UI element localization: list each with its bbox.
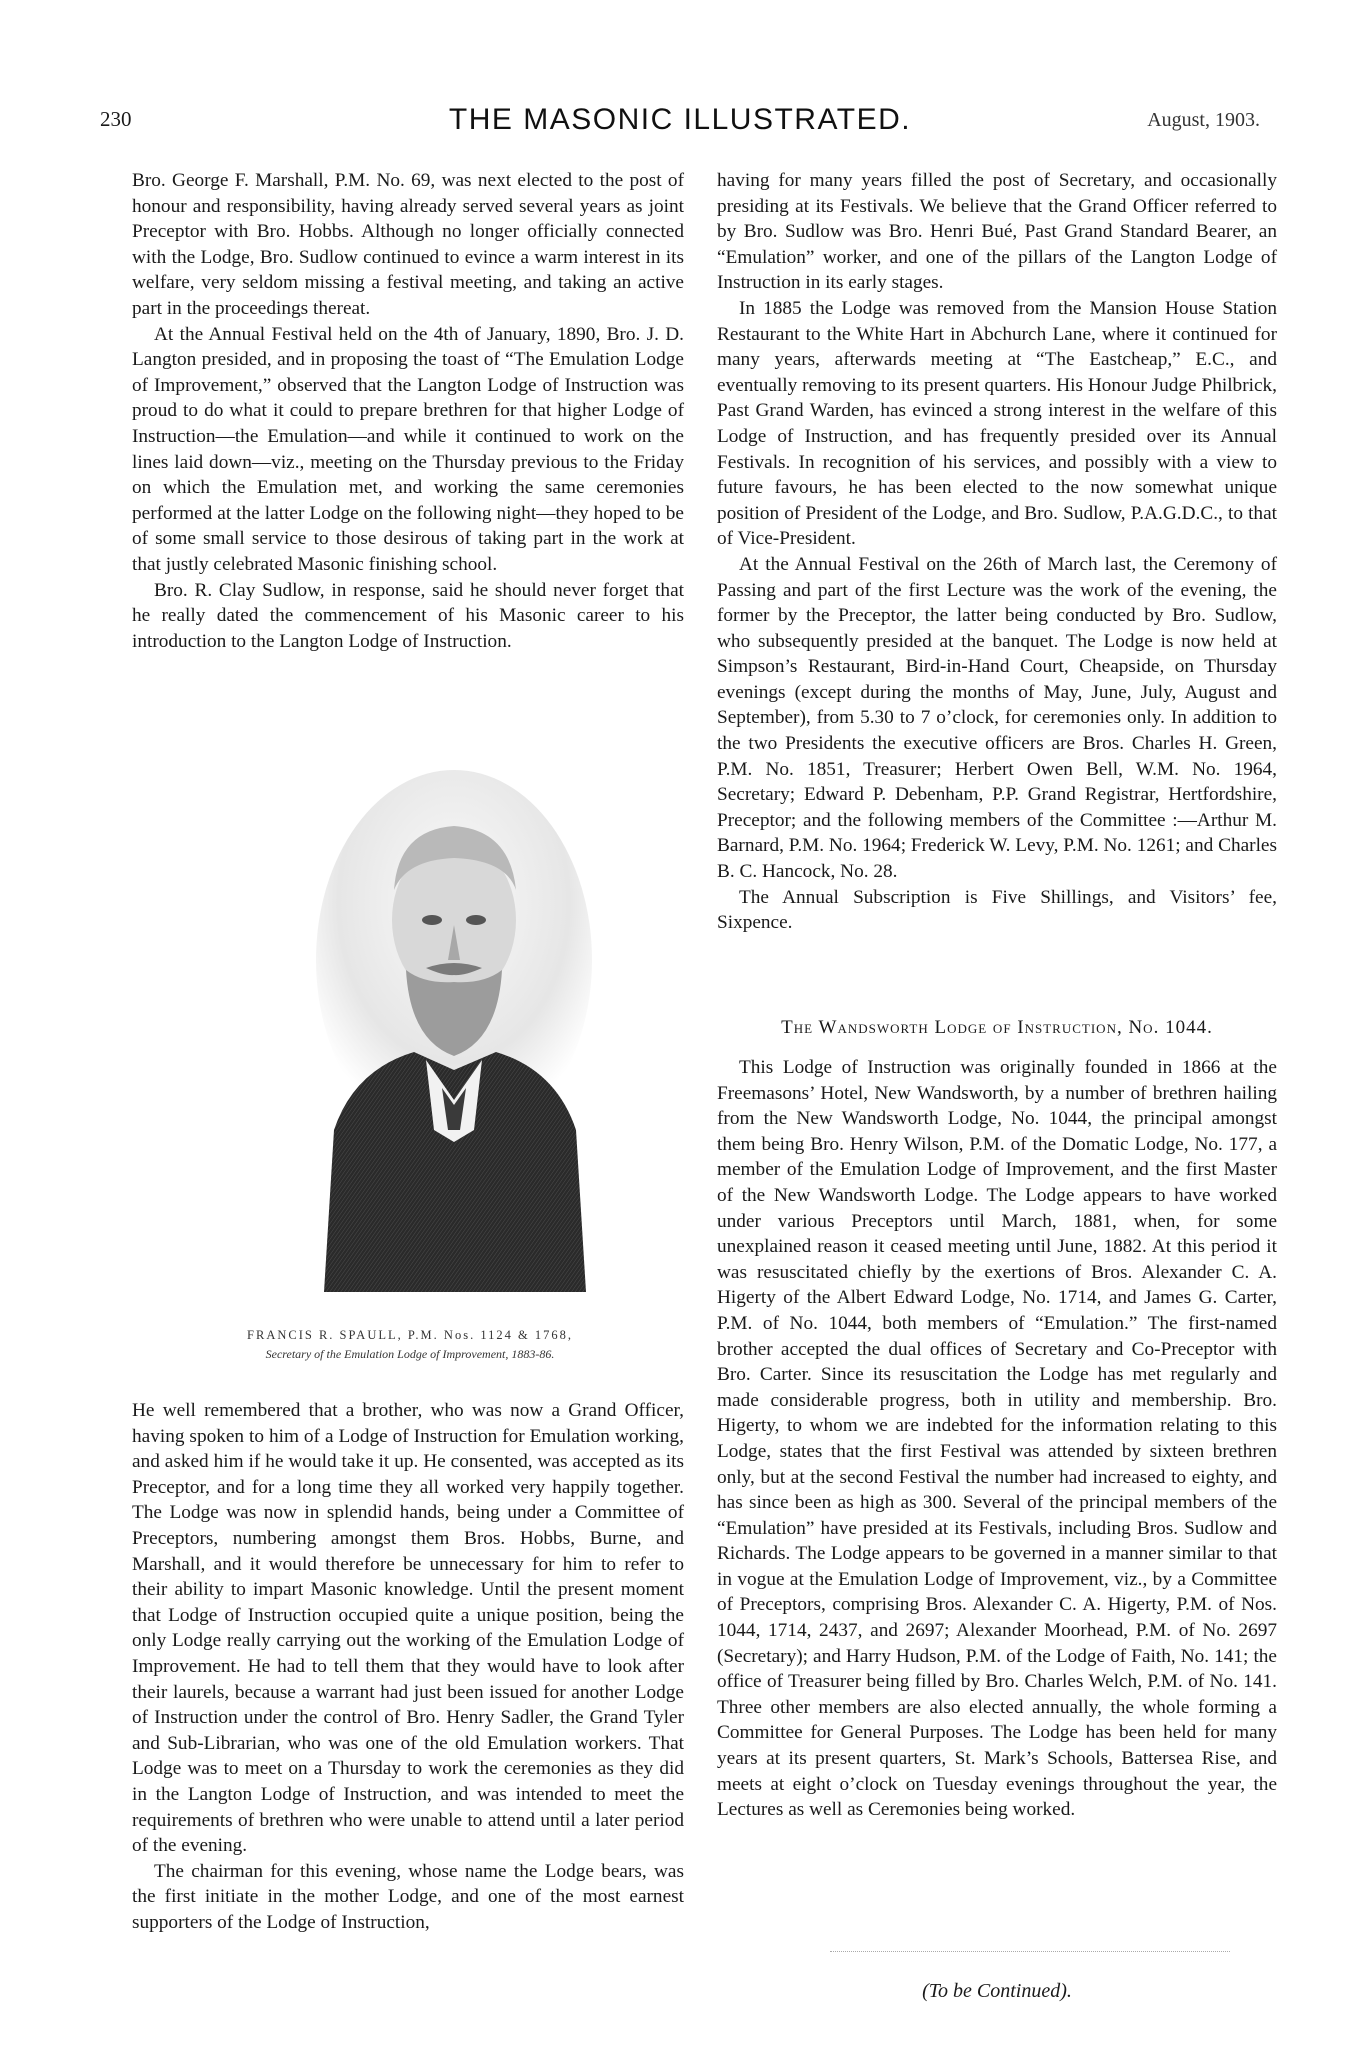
paragraph: He well remembered that a brother, who was now a Grand Officer, having spoken to him of a Lodge of Instruction for Emulation working, and asked him if he would take it up. He consented, was accepted as its Preceptor, and for a long time they all worked very happily together. The Lodge was now in splendid hands, being under a Committee of Preceptors, numbering amongst them Bros. Hobbs, Burne, and Marshall, and it would therefore be unnecessary for him to refer to their ability to impart Masonic knowledge. Until the present moment that Lodge of Instruction occupied quite a unique position, being the only Lodge really carrying out the working of the Emulation Lodge of Improvement. He had to tell them that they would have to look after their laurels, because a warrant had just been issued for another Lodge of Instruction under the control of Bro. Henry Sadler, the Grand Tyler and Sub-Librarian, who was one of the old Emulation workers. That Lodge was to meet on a Thursday to work the ceremonies as they did in the Langton Lodge of Instruction, and was intended to meet the requirements of brethren who were unable to attend until a later period of the evening.	[132, 1400, 684, 1857]
left-column-top	[132, 168, 684, 654]
paragraph: The Annual Subscription is Five Shillings, and Visitors’ fee, Sixpence.	[717, 886, 1277, 934]
page-number: 230	[100, 107, 132, 131]
caption-name: FRANCIS R. SPAULL, P.M. Nos. 1124 & 1768,	[247, 1328, 573, 1342]
right-column-top	[717, 168, 1277, 936]
issue-date: August, 1903.	[1147, 109, 1260, 131]
left-column-bottom	[132, 1398, 684, 1935]
divider	[830, 1951, 1230, 1953]
continued-note: (To be Continued).	[922, 1980, 1072, 2002]
portrait-caption	[180, 1326, 640, 1364]
right-column-bottom	[717, 1055, 1277, 1823]
masthead-title: THE MASONIC ILLUSTRATED.	[448, 103, 912, 136]
section-heading: The Wandsworth Lodge of Instruction, No. 1044.	[781, 1017, 1213, 1038]
portrait-engraving	[314, 770, 596, 1292]
paragraph: At the Annual Festival on the 26th of March last, the Ceremony of Passing and part of the first Lecture was the work of the evening, the former by the Preceptor, the latter being conducted by Bro. Sudlow, who subsequently presided at the banquet. The Lodge is now held at Simpson’s Restaurant, Bird-in-Hand Court, Cheapside, on Thursday evenings (except during the months of May, June, July, August and September), from 5.30 to 7 o’clock, for ceremonies only. In addition to the two Presidents the executive officers are Bros. Charles H. Green, P.M. No. 1851, Treasurer; Herbert Owen Bell, W.M. No. 1964, Secretary; Edward P. Debenham, P.P. Grand Registrar, Hertfordshire, Preceptor; and the following members of the Committee :—Arthur M. Barnard, P.M. No. 1964; Frederick W. Levy, P.M. No. 1261; and Charles B. C. Hancock, No. 28.	[717, 553, 1277, 883]
page-header	[100, 103, 1260, 143]
paragraph: Bro. R. Clay Sudlow, in response, said he should never forget that he really dated the commencement of his Masonic career to his introduction to the Langton Lodge of Instruction.	[132, 579, 684, 652]
paragraph: having for many years filled the post of Secretary, and occasionally presiding at its Festivals. We believe that the Grand Officer referred to by Bro. Sudlow was Bro. Henri Bué, Past Grand Standard Bearer, an “Emulation” worker, and one of the pillars of the Langton Lodge of Instruction in its early stages.	[717, 170, 1277, 294]
paragraph: This Lodge of Instruction was originally founded in 1866 at the Freemasons’ Hotel, New Wandsworth, by a number of brethren hailing from the New Wandsworth Lodge, No. 1044, the principal amongst them being Bro. Henry Wilson, P.M. of the Domatic Lodge, No. 177, a member of the Emulation Lodge of Improvement, and the first Master of the New Wandsworth Lodge. The Lodge appears to have worked under various Preceptors until March, 1881, when, for some unexplained reason it ceased meeting until June, 1882. At this period it was resuscitated chiefly by the exertions of Bros. Alexander C. A. Higerty of the Albert Edward Lodge, No. 1714, and James G. Carter, P.M. of No. 1044, both members of “Emulation.” The first-named brother accepted the dual offices of Secretary and Co-Preceptor with Bro. Carter. Since its resuscitation the Lodge has met regularly and made considerable progress, both in utility and membership. Bro. Higerty, to whom we are indebted for the information relating to this Lodge, states that the first Festival was attended by sixteen brethren only, but at the second Festival the number had increased to eighty, and has since been as high as 300. Several of the principal members of the “Emulation” have presided at its Festivals, including Bros. Sudlow and Richards. The Lodge appears to be governed in a manner similar to that in vogue at the Emulation Lodge of Improvement, viz., by a Committee of Preceptors, comprising Bros. Alexander C. A. Higerty, P.M. of Nos. 1044, 1714, 2437, and 2697; Alexander Moorhead, P.M. of No. 2697 (Secretary); and Harry Hudson, P.M. of the Lodge of Faith, No. 141; the office of Treasurer being filled by Bro. Charles Welch, P.M. of No. 141. Three other members are also elected annually, the whole forming a Committee for General Purposes. The Lodge has been held for many years at its present quarters, St. Mark’s Schools, Battersea Rise, and meets at eight o’clock on Tuesday evenings throughout the year, the Lectures as well as Ceremonies being worked.	[717, 1057, 1277, 1821]
paragraph: At the Annual Festival held on the 4th of January, 1890, Bro. J. D. Langton presided, and in proposing the toast of “The Emulation Lodge of Improvement,” observed that the Langton Lodge of Instruction was proud to do what it could to prepare brethren for that higher Lodge of Instruction—the Emulation—and while it continued to work on the lines laid down—viz., meeting on the Thursday previous to the Friday on which the Emulation met, and working the same ceremonies performed at the latter Lodge on the following night—they hoped to be of some small service to those desirous of taking part in the work at that justly celebrated Masonic finishing school.	[132, 323, 684, 575]
caption-role: Secretary of the Emulation Lodge of Improvement, 1883-86.	[265, 1347, 555, 1361]
paragraph: The chairman for this evening, whose name the Lodge bears, was the first initiate in the mother Lodge, and one of the most earnest supporters of the Lodge of Instruction,	[132, 1860, 684, 1933]
paragraph: In 1885 the Lodge was removed from the Mansion House Station Restaurant to the White Hart in Abchurch Lane, where it continued for many years, afterwards meeting at “The Eastcheap,” E.C., and eventually removing to its present quarters. His Honour Judge Philbrick, Past Grand Warden, has evinced a strong interest in the welfare of this Lodge of Instruction, and has frequently presided over its Annual Festivals. In recognition of his services, and possibly with a view to future favours, he has been elected to the now somewhat unique position of President of the Lodge, and Bro. Sudlow, P.A.G.D.C., to that of Vice-President.	[717, 297, 1277, 550]
paragraph: Bro. George F. Marshall, P.M. No. 69, was next elected to the post of honour and responsibility, having already served several years as joint Preceptor with Bro. Hobbs. Although no longer officially connected with the Lodge, Bro. Sudlow continued to evince a warm interest in its welfare, very seldom missing a festival meeting, and taking an active part in the proceedings thereat.	[132, 170, 684, 319]
